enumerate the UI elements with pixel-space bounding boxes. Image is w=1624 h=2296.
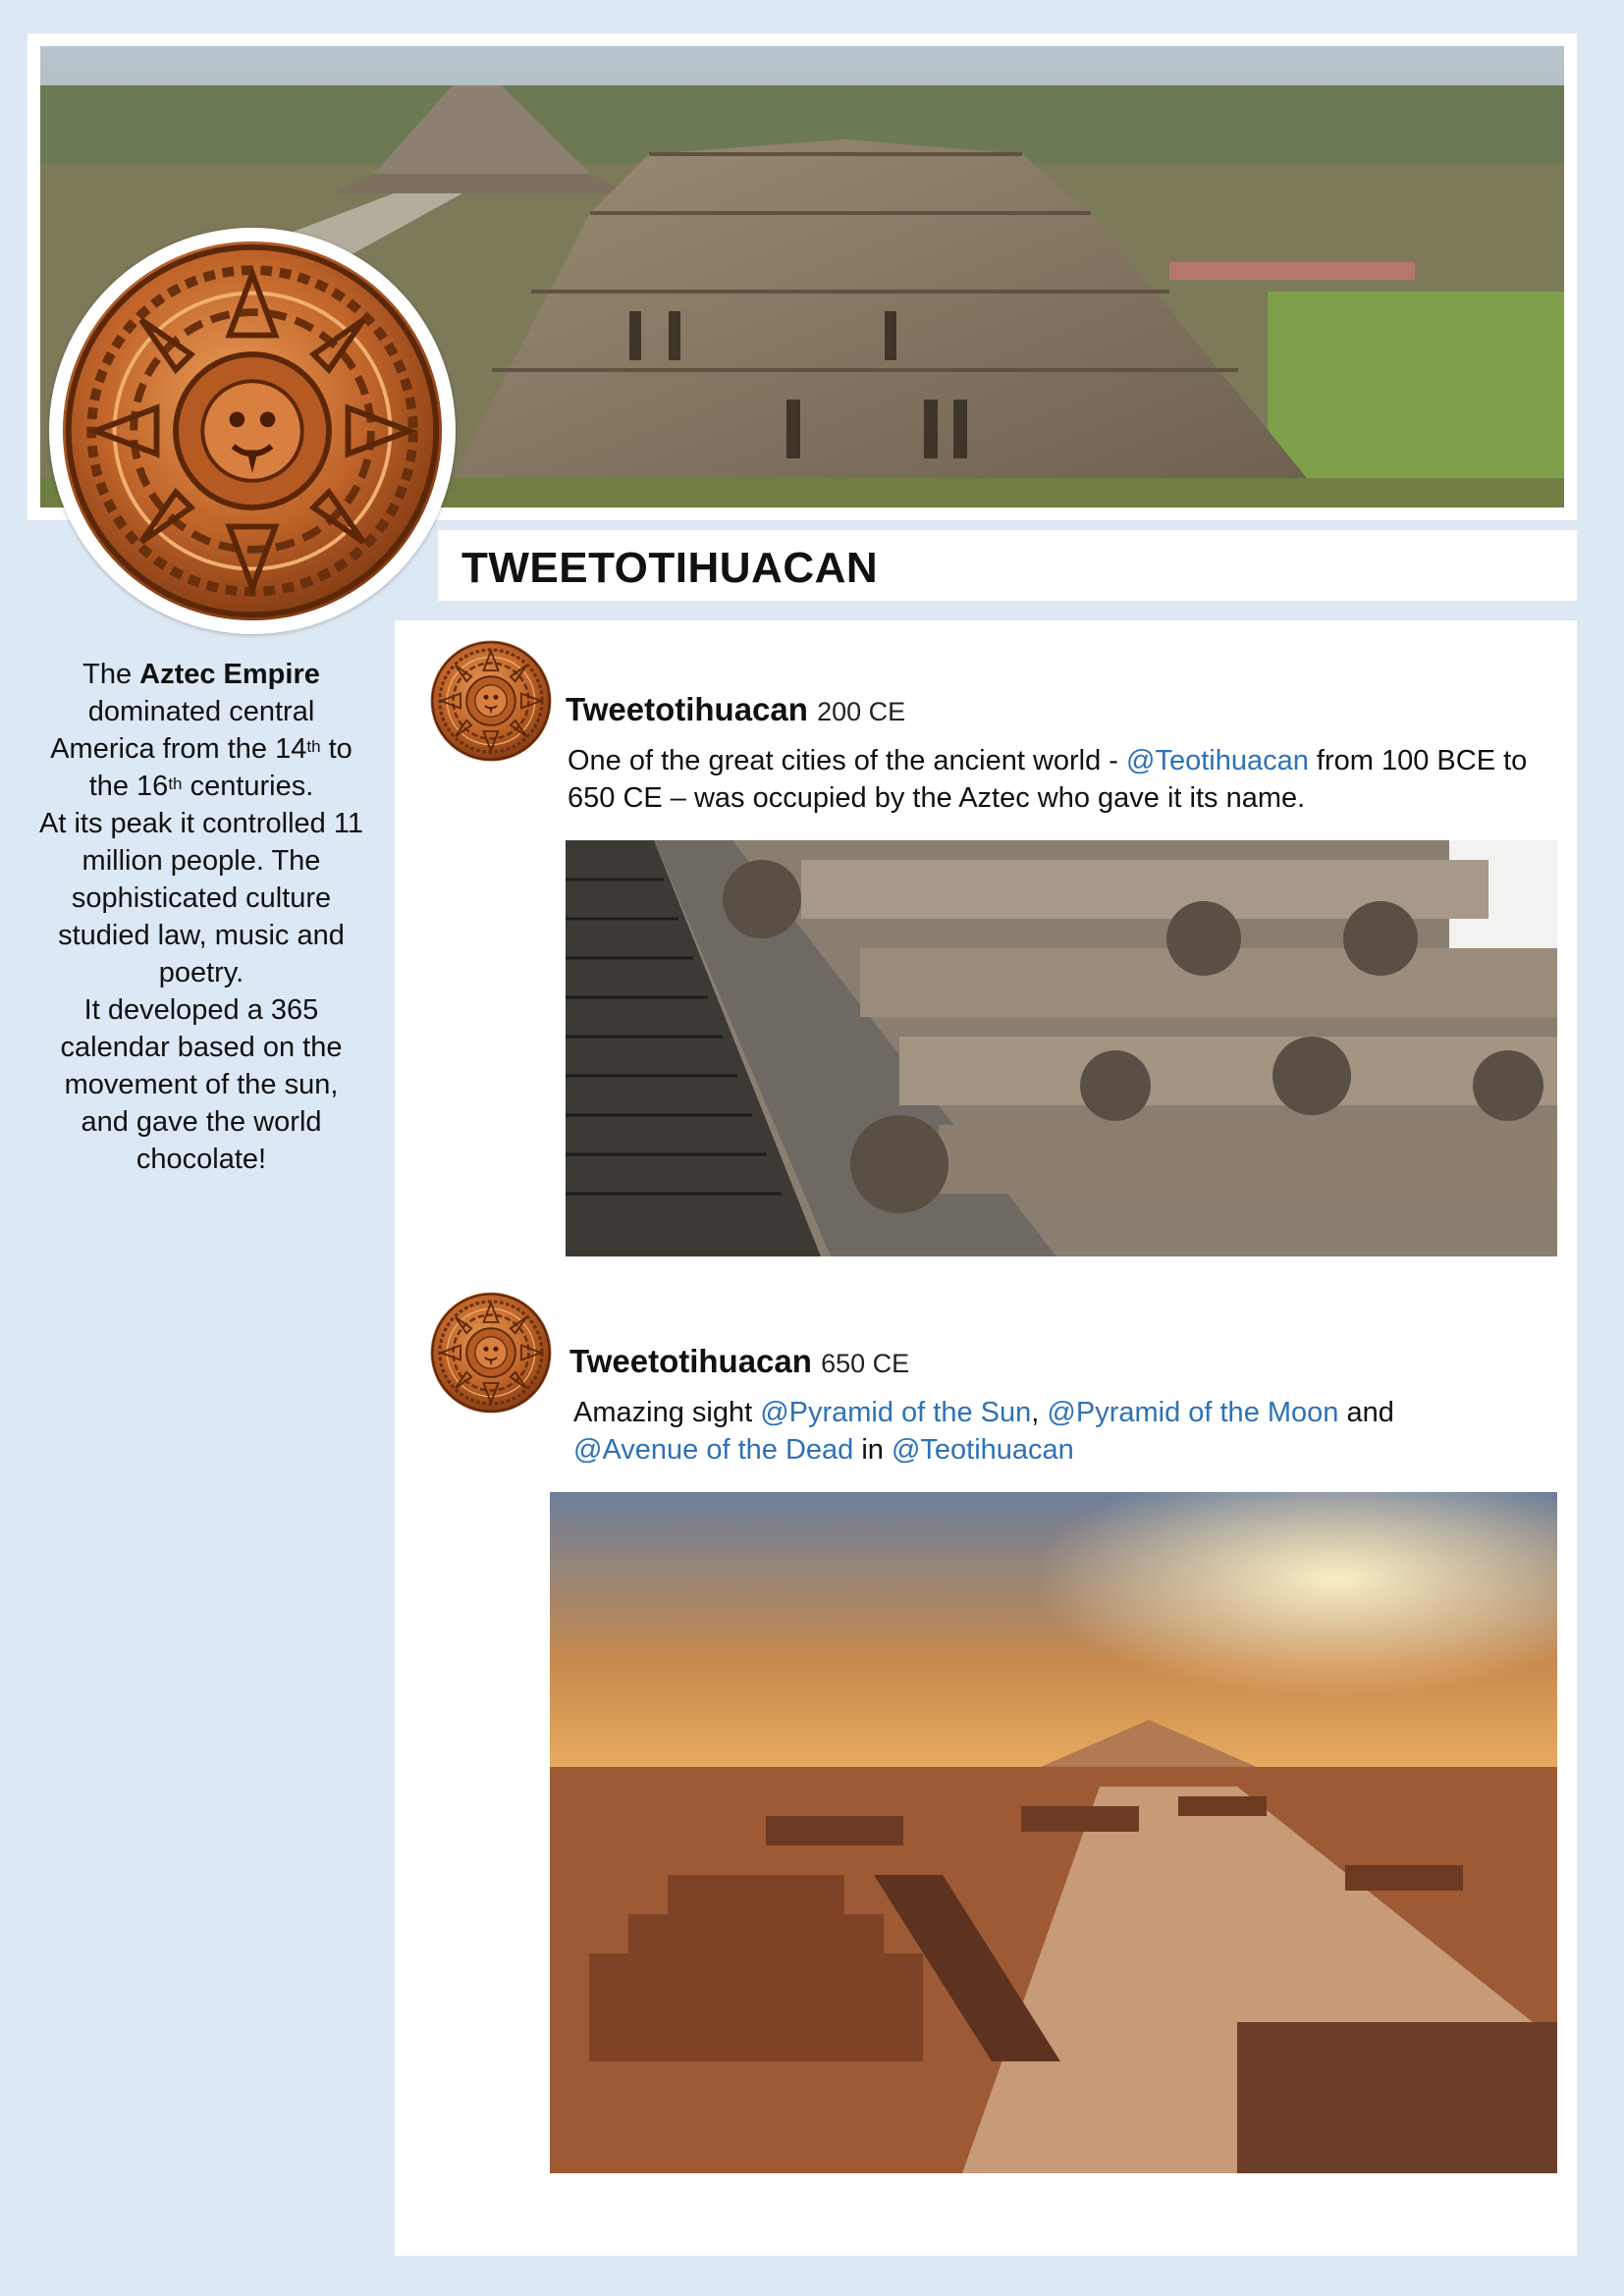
teotihuacan-sunset-photo bbox=[550, 1492, 1557, 2173]
intro-text: to the 16 bbox=[88, 733, 352, 802]
tweet-date: 650 CE bbox=[821, 1349, 910, 1378]
intro-emphasis: Aztec Empire bbox=[139, 659, 320, 690]
intro-paragraph-2: At its peak it controlled 11 million people. The sophisticated culture studied law, music and poetry. bbox=[39, 808, 363, 988]
tweet-handle[interactable]: Tweetotihuacan bbox=[566, 691, 808, 727]
intro-paragraph-3: It developed a 365 calendar based on the movement of the sun, and gave the world chocolate! bbox=[60, 994, 343, 1175]
avatar[interactable] bbox=[428, 640, 554, 762]
temple-carvings-photo bbox=[566, 840, 1557, 1256]
mention-link[interactable]: @Pyramid of the Moon bbox=[1047, 1397, 1339, 1428]
mention-link[interactable]: @Avenue of the Dead bbox=[573, 1434, 854, 1466]
page-title: TWEETOTIHUACAN bbox=[461, 544, 879, 592]
intro-text: centuries. bbox=[182, 771, 314, 802]
intro-paragraph-1 bbox=[39, 656, 363, 805]
ordinal-suffix: th bbox=[168, 774, 183, 793]
sunset-avenue-illustration bbox=[550, 1492, 1557, 2173]
tweet-text bbox=[568, 742, 1559, 817]
sidebar-intro bbox=[39, 656, 363, 1178]
tweet-handle[interactable]: Tweetotihuacan bbox=[569, 1343, 812, 1379]
tweet-text-part: from 100 BCE to 650 CE – was occupied by the Aztec who gave it its name. bbox=[568, 745, 1528, 814]
mention-link[interactable]: @Pyramid of the Sun bbox=[760, 1397, 1032, 1428]
aztec-calendar-stone-icon bbox=[61, 240, 444, 622]
intro-text: 14 bbox=[275, 733, 307, 765]
tweet-date: 200 CE bbox=[817, 697, 906, 726]
tweet-text bbox=[573, 1394, 1555, 1468]
tweet-text-part: One of the great cities of the ancient world - bbox=[568, 745, 1127, 776]
mention-link[interactable]: @Teotihuacan bbox=[891, 1434, 1074, 1466]
aztec-calendar-stone-icon bbox=[428, 640, 554, 762]
title-bar bbox=[438, 530, 1577, 601]
avatar[interactable] bbox=[428, 1292, 554, 1414]
tweet-text-part: , bbox=[1031, 1397, 1048, 1428]
logo-frame bbox=[49, 228, 456, 634]
ordinal-suffix: th bbox=[306, 737, 321, 756]
mention-link[interactable]: @Teotihuacan bbox=[1126, 745, 1309, 776]
tweet-header bbox=[569, 1343, 909, 1380]
tweet-feed bbox=[395, 620, 1577, 2256]
tweet-text-part: Amazing sight bbox=[573, 1397, 761, 1428]
tweet-header bbox=[566, 691, 905, 728]
tweet-text-part: and bbox=[1338, 1397, 1394, 1428]
aztec-calendar-stone-icon bbox=[428, 1292, 554, 1414]
tweet-text-part: in bbox=[853, 1434, 892, 1466]
intro-text: The bbox=[82, 659, 140, 690]
intro-text: dominated central America from the bbox=[50, 696, 315, 765]
temple-carvings-illustration bbox=[566, 840, 1557, 1256]
